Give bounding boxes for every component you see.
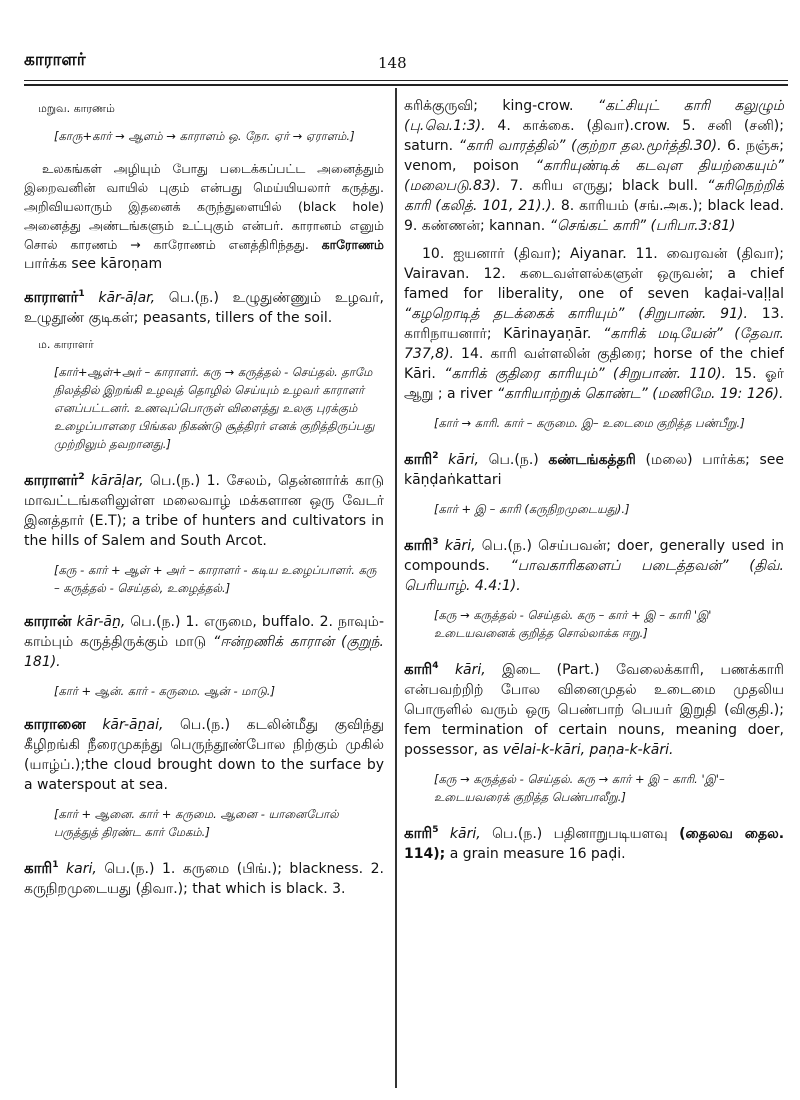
headword: காராளர்$^2$ <box>24 471 85 489</box>
left-column <box>24 96 384 909</box>
headword: காரானை <box>24 715 86 733</box>
header-rule-thick <box>24 84 788 86</box>
citation: “கட்சியுட் காரி கலுழும் (பு.வெ.1:3). <box>404 98 784 134</box>
transliteration: kāri, <box>448 452 479 468</box>
definition: பெ.(ந.) கடலின்மீது குவிந்து கீழிறங்கி நீரைமுகந்து பெருந்தூண்போல நிற்கும் முகில் (யாழ்ப்.);the cloud brought down to the surface by a waterspout at sea. <box>24 717 385 793</box>
citation: “ஈன்றணிக் காரான் (குறுந். 181). <box>24 634 384 670</box>
cross-ref-word: கண்டங்கத்தரி <box>548 452 636 468</box>
citation: (தைலவ தைல. 114); <box>404 826 784 862</box>
transliteration: kār-āḷar, <box>98 290 156 306</box>
entry-kari-3: காரி$^3$ kāri, பெ.(ந.) செய்பவன்; doer, generally used in compounds. “பாவகாரிகளைப் படைத்தவன்” (திவ். பெரியாழ். 4.4:1). <box>404 536 784 594</box>
page-number: 148 <box>378 54 407 72</box>
transliteration: kari, <box>66 861 97 877</box>
etymology-note: [கார் + இ – காரி (கருநிறமுடையது).] <box>434 502 630 516</box>
entry-kari-1-senses: 10. ஐயனார் (திவா); Aiyanar. 11. வைரவன் (திவா); Vairavan. 12. கடைவள்ளல்களுள் ஒருவன்; a chief famed for liberality, one of seven kaḍai-vaḷḷal “கழறொடித் தடக்கைக் காரியும்” (சிறுபாண். 91). 13. காரிநாயனார்; Kārinayaṇār. “காரிக் மடியேன்” (தேவா. 737,8). 14. காரி வள்ளலின் குதிரை; horse of the chief Kāri. “காரிக் குதிரை காரியும்” (சிறுபாண். 110). 15. ஓர் ஆறு ; a river “காரியாற்றுக் கொண்ட” (மணிமே. 19: 126). <box>404 246 784 402</box>
transliteration: kār-āṉ, <box>76 614 126 630</box>
transliteration: kāri, <box>454 662 486 678</box>
entry-karalar-2 <box>24 467 384 551</box>
etymology-note: [கரு - கார் + ஆள் + அர் – காராளர் - கடிய உழைப்பாளர். கரு – கருத்தல் - செய்தல், உழைத்தல்.] <box>54 563 377 595</box>
entry-kari-1-continued: கரிக்குருவி; king-crow. “கட்சியுட் காரி கலுழும் (பு.வெ.1:3). 4. காக்கை. (திவா).crow. 5. சனி (சனி); saturn. “காரி வாரத்தில்” (குற்றா தல.மூர்த்தி.30). 6. நஞ்சு; venom, poison “காரியுண்டிக் கடவுள தியற்கையும்” (மலைபடு.83). 7. கரிய எருது; black bull. “சுரிநெற்றிக் காரி (கலித். 101, 21).). 8. காரியம் (சங்.அக.); black lead. 9. கண்ணன்; kannan. “செங்கட் காரி” (பரிபா.3:81) <box>404 98 784 234</box>
header-guide-word: காராளர் <box>24 50 86 70</box>
cognate-note: ம. காராளர் <box>38 338 94 351</box>
transliteration: kāri, <box>444 538 476 554</box>
headword: காரி$^5$ <box>404 824 439 842</box>
entry-kari-4: காரி$^4$ kāri, இடை (Part.) வேலைக்காரி, பணக்காரி என்பவற்றிற் போல வினைமுதல் உடைமை முதலிய பொருளில் வரும் ஒரு பெண்பாற் பெயர் இறுதி (விகுதி.); fem termination of certain nouns, meaning doer, possessor, as vēlai-k-kāri, paṇa-k-kāri. <box>404 660 784 758</box>
etymology-note: [கார்+ஆள்+அர் – காராளர். கரு → கருத்தல் - செய்தல். தாமே நிலத்தில் இறங்கி உழவுத் தொழில் செய்யும் உழவர் காராளர் எனப்பட்டனர். உணவுப்பொருள் விளைத்து உலகு புரக்கும் உழைப்பாளரை பிங்கல நிகண்டு சூத்திரர் எனக் குறித்திருப்பது முற்றிலும் தவறானது.] <box>54 365 375 451</box>
citation: “செங்கட் காரி” (பரிபா.3:81) <box>549 218 736 234</box>
etymology-note: [கரு → கருத்தல் - செய்தல். கரு – கார் + இ – காரி 'இ' உடையவனைக் குறித்த சொல்லாக்க ஈறு.] <box>434 608 712 640</box>
entry-karan <box>24 611 384 672</box>
headword: காரி$^1$ <box>24 859 59 877</box>
headword: காரி$^4$ <box>404 660 439 678</box>
transliteration: kāri, <box>449 826 481 842</box>
etymology-note: [கார் + ஆன். கார் - கருமை. ஆன் - மாடு.] <box>54 684 275 698</box>
header-rule-thin <box>24 80 788 81</box>
etymology-note: [கார் + ஆனை. கார் + கருமை. ஆனை - யானைபோல் பருத்துத் திரண்ட கார் மேகம்.] <box>54 807 339 839</box>
explanatory-note <box>24 159 384 274</box>
citation: “கழறொடித் தடக்கைக் காரியும்” (சிறுபாண். 91). <box>404 306 748 322</box>
synonym-note: மறுவ. காரணம் <box>38 102 115 115</box>
definition: பெ.(ந.) 1. சேலம், தென்னார்க் காடு மாவட்டங்களிலுள்ள மலைவாழ் மக்களான ஒரு வேடர் இனத்தார் (E.T); a tribe of hunters and cultivators in the hills of Salem and South Arcot. <box>24 473 384 549</box>
transliteration: kārāḷar, <box>91 473 144 489</box>
cross-ref-word: காரோணம் <box>321 237 384 252</box>
entry-kari-2: காரி$^2$ kāri, பெ.(ந.) கண்டங்கத்தரி (மலை) பார்க்க; see kāṇḍaṅkattari <box>404 450 784 488</box>
citation: “காரிக் மடியேன்” (தேவா. 737,8). <box>404 326 784 362</box>
cross-ref-tail: பார்க்க see kāroṇam <box>24 256 163 272</box>
transliteration-example: vēlai-k-kāri, paṇa-k-kāri. <box>502 742 674 758</box>
entry-kari-5: காரி$^5$ kāri, பெ.(ந.) பதினாறுபடியளவு (தைலவ தைல. 114); a grain measure 16 paḍi. <box>404 824 784 862</box>
definition: பெ.(ந.) 1. கருமை (பிங்.); blackness. 2. கருநிறமுடையது (திவா.); that which is black. 3. <box>24 861 384 897</box>
entry-karanai <box>24 714 384 795</box>
headword: காராளர்$^1$ <box>24 288 85 306</box>
note-text: உலகங்கள் அழியும் போது படைக்கப்பட்ட அனைத்தும் இறைவனின் வாயில் புகும் என்பது மெய்யியலார் கருத்து. அறிவியலாரும் இதனைக் கருந்துளையில் (black hole) அனைத்து அண்டங்களும் உட்புகும் என்பர். காரானம் எனும் சொல் காரணம் → காரோணம் எனத்திரிந்தது. <box>24 161 384 252</box>
etymology-note: [கார் → காரி. கார் – கருமை. இ– உடைமை குறித்த பண்பீறு.] <box>434 416 745 430</box>
citation: “காரிக் குதிரை காரியும்” (சிறுபாண். 110). <box>444 366 727 382</box>
right-column <box>404 96 784 874</box>
transliteration: kār-āṉai, <box>102 717 164 733</box>
column-divider <box>395 88 397 1088</box>
entry-kari-1 <box>24 855 384 899</box>
headword: காரான் <box>24 612 72 630</box>
headword: காரி$^3$ <box>404 536 439 554</box>
etymology-note: [காரு+கார் → ஆளம் → காராளம் ஒ. நோ. ஏர் → ஏராளம்.] <box>54 129 355 143</box>
etymology-note: [கரு → கருத்தல் - செய்தல். கரு → கார் + இ – காரி. 'இ'– உடையவரைக் குறித்த பெண்பாலீறு.] <box>434 772 725 804</box>
page-header <box>0 0 800 90</box>
headword: காரி$^2$ <box>404 450 439 468</box>
citation: “காரி வாரத்தில்” (குற்றா தல.மூர்த்தி.30). <box>458 138 722 154</box>
entry-karalar-1 <box>24 284 384 328</box>
definition: பெ.(ந.) உழுதுண்ணும் உழவர், உழுதூண் குடிகள்; peasants, tillers of the soil. <box>24 290 384 326</box>
citation: “பாவகாரிகளைப் படைத்தவன்” (திவ். பெரியாழ். 4.4:1). <box>404 558 784 594</box>
citation: “சுரிநெற்றிக் காரி (கலித். 101, 21).). <box>404 178 784 214</box>
citation: “காரியுண்டிக் கடவுள தியற்கையும்” (மலைபடு.83). <box>404 158 784 194</box>
citation: “காரியாற்றுக் கொண்ட” (மணிமே. 19: 126). <box>496 386 784 402</box>
definition: பெ.(ந.) 1. எருமை, buffalo. 2. நாவும்-காம்பும் கருத்திருக்கும் மாடு <box>24 614 384 650</box>
